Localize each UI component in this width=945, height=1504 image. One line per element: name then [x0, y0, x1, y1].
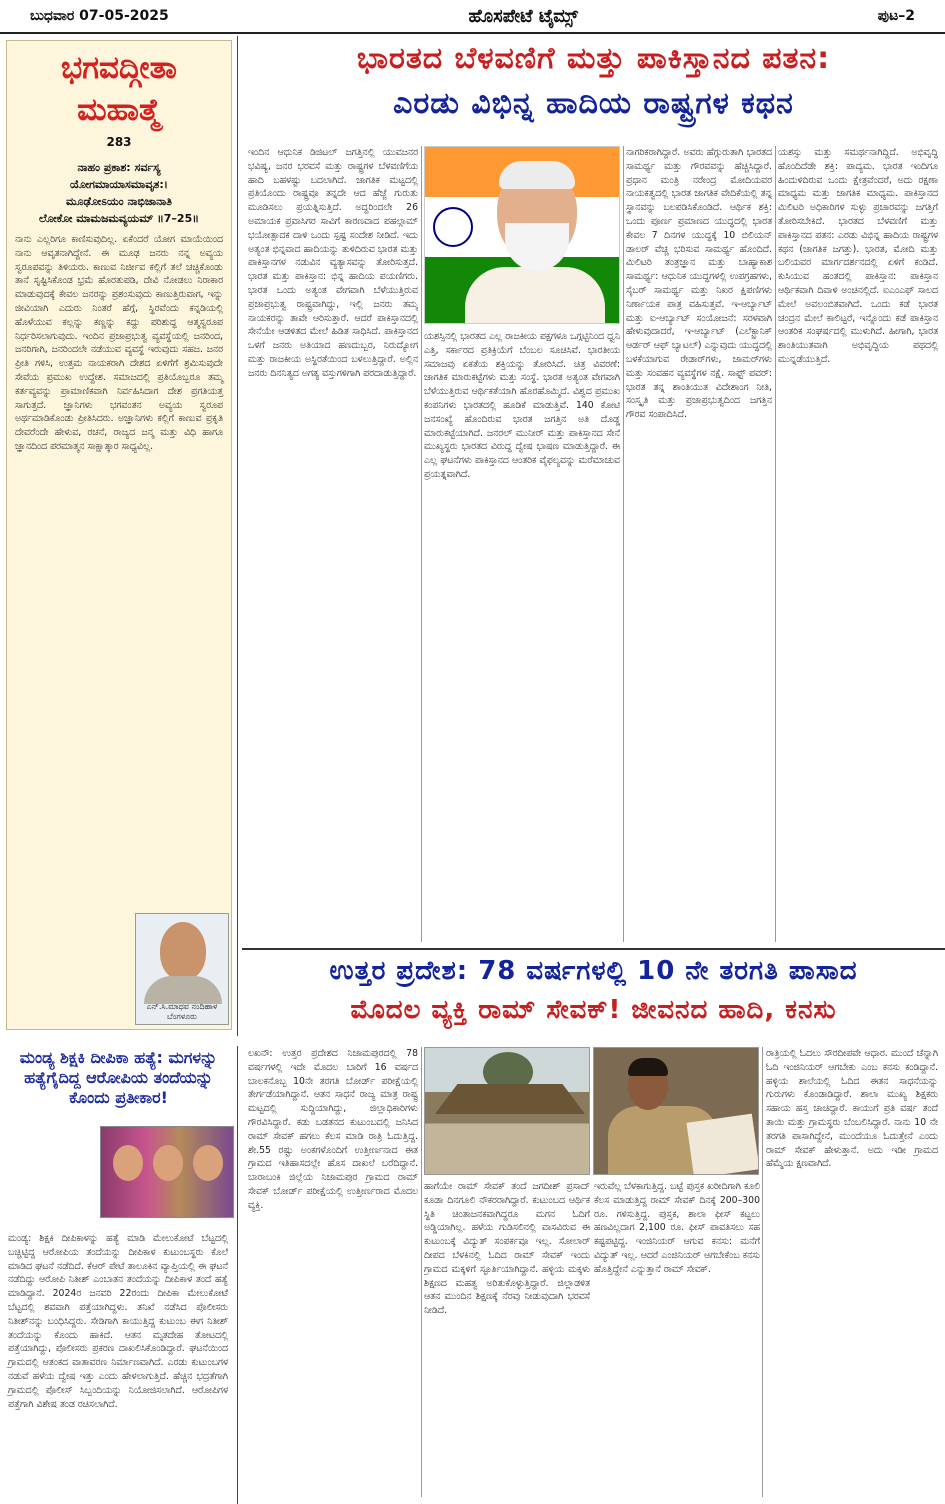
gita-box — [6, 40, 232, 1030]
lead-col-3: ನಾಗರಿಕರಾಗಿದ್ದಾರೆ. ಅವರು ಹೆಗ್ಗುರುತಾಗಿ ಭಾರತದ ಸಾಮರ್ಥ್ಯ ಮತ್ತು ಗೌರವವನ್ನು ಹೆಚ್ಚಿಸಿದ್ದಾರೆ. ಪ್ರಧಾನ ಮಂತ್ರಿ ನರೇಂದ್ರ ಮೋದಿಯವರ ನಾಯಕತ್ವದಲ್ಲಿ ಭಾರತ ಜಾಗತಿಕ ವೇದಿಕೆಯಲ್ಲಿ ತನ್ನ ಸ್ಥಾನವನ್ನು ಬಲಪಡಿಸಿಕೊಂಡಿದೆ. ಆರ್ಥಿಕ ಶಕ್ತಿ: ಒಂದು ಪೂರ್ಣ ಪ್ರಮಾಣದ ಯುದ್ಧದಲ್ಲಿ ಭಾರತ ಕೇವಲ 7 ದಿನಗಳ ಯುದ್ಧಕ್ಕೆ 10 ಬಿಲಿಯನ್ ಡಾಲರ್ ವೆಚ್ಚ ಭರಿಸುವ ಸಾಮರ್ಥ್ಯ ಹೊಂದಿದೆ. ಮಿಲಿಟರಿ ತಂತ್ರಜ್ಞಾನ ಮತ್ತು ಬಾಹ್ಯಾಕಾಶ ಸಾಮರ್ಥ್ಯ: ಆಧುನಿಕ ಯುದ್ಧಗಳಲ್ಲಿ ಉಪಗ್ರಹಗಳು, ಸೈಬರ್ ಸಾಮರ್ಥ್ಯ ಮತ್ತು ನಿಖರ ಕ್ಷಿಪಣಿಗಳು ನಿರ್ಣಾಯಕ ಪಾತ್ರ ವಹಿಸುತ್ತವೆ. ಇ-ಆರ್ಬ್ಯಾಟ್ ಮತ್ತು ಐ-ಆರ್ಬ್ಯಾಟ್ ಸಂಯೋಜನೆ: ಸರಳವಾಗಿ ಹೇಳುವುದಾದರೆ, ಇ-ಆರ್ಬ್ಯಾಟ್ (ಎಲೆಕ್ಟ್ರಾನಿಕ್ ಆರ್ಡರ್ ಆಫ್ ಬ್ಯಾಟಲ್) ಎನ್ನುವುದು ಯುದ್ಧದಲ್ಲಿ ಬಳಕೆಯಾಗುವ ರೇಡಾರ್‌ಗಳು, ಜಾಮರ್‌ಗಳು ಮತ್ತು ಸಂವಹನ ವ್ಯವಸ್ಥೆಗಳ ನಕ್ಷೆ. ಸಾಫ್ಟ್ ಪವರ್: ಭಾರತ ತನ್ನ ಶಾಂತಿಯುತ ವಿದೇಶಾಂಗ ನೀತಿ, ಸಂಸ್ಕೃತಿ ಮತ್ತು ಪ್ರಜಾಪ್ರಭುತ್ವದಿಂದ ಜಗತ್ತಿನ ಗೌರವ ಸಂಪಾದಿಸಿದೆ. — [626, 147, 772, 421]
ram-col-3: ಇರುವೆಲ್ಲ ಬೆಳಕಾಗುತ್ತಿದ್ದ. ಬಟ್ಟೆ ಪುಸ್ತಕ ಖರೀದಿಗಾಗಿ ಕೂಲಿ ಕೆಲಸ ಮಾಡುತ್ತಿದ್ದ ರಾಮ್ ಸೇವಕ್ ದಿನಕ್ಕೆ 200–300 ರೂ. ಗಳಿಸುತ್ತಿದ್ದ. ಪುಸ್ತಕ, ಶಾಲಾ ಫೀಸ್ ಕಟ್ಟಲು ಹಣವಿಲ್ಲದಾಗ 2,100 ರೂ. ಫೀಸ್ ಪಾವತಿಸಲು ಸಹ ಕಷ್ಟಪಟ್ಟಿದ್ದ. ಇಂಜಿನಿಯರ್ ಆಗುವ ಕನಸು: ಮನೆಗೆ ವಿದ್ಯುತ್ ಇಲ್ಲ. ಆದರೆ ಎಂಜಿನಿಯರ್ ಆಗಬೇಕೆಂಬ ಕನಸು ಹೊತ್ತಿದ್ದೇನೆ ಎನ್ನುತ್ತಾನೆ ರಾಮ್ ಸೇವಕ್. — [594, 1181, 760, 1275]
lead-headline: ಭಾರತದ ಬೆಳವಣಿಗೆ ಮತ್ತು ಪಾಕಿಸ್ತಾನದ ಪತನ: ಎರಡು ವಿಭಿನ್ನ ಹಾದಿಯ ರಾಷ್ಟ್ರಗಳ ಕಥನ — [356, 41, 831, 121]
gita-title: ಭಗವದ್ಗೀತಾ ಮಹಾತ್ಮೆ — [61, 50, 177, 128]
author-name: ಎನ್.ಸಿ.ಮಾಧವ ನಂದಿಹಾಳ — [146, 1002, 218, 1011]
page-number: ಪುಟ–2 — [877, 8, 915, 24]
masthead — [0, 0, 945, 34]
ram-col-4: ರಾತ್ರಿಯಲ್ಲಿ ಓದಲು ಸೌರದೀಪವೇ ಆಧಾರ. ಮುಂದೆ ಚೆನ್ನಾಗಿ ಓದಿ ಇಂಜಿನಿಯರ್ ಆಗಬೇಕು ಎಂಬ ಕನಸು ಕಂಡಿದ್ದಾನೆ. ಹಳ್ಳಿಯ ಶಾಲೆಯಲ್ಲಿ ಓದಿದ ಈತನ ಸಾಧನೆಯನ್ನು ಗುರುಗಳು ಕೊಂಡಾಡಿದ್ದಾರೆ. ಶಾಲಾ ಮುಖ್ಯ ಶಿಕ್ಷಕರು ಸಹಾಯ ಹಸ್ತ ಚಾಚಿದ್ದಾರೆ. ಕಾಯುಗೆ ಪ್ರತಿ ವರ್ಷ ತಂದೆ ತಾಯಿ ಮತ್ತು ಗ್ರಾಮಸ್ಥರು ಬೆಂಬಲಿಸಿದ್ದಾರೆ. ನಾನು 10 ನೇ ತರಗತಿ ಪಾಸಾಗಿದ್ದೇನೆ, ಮುಂದೆಯೂ ಓದುತ್ತೇನೆ ಎಂದು ರಾಮ್ ಸೇವಕ್ ಹೇಳುತ್ತಾನೆ. ಅದು ಇಡೀ ಗ್ರಾಮದ ಹೆಮ್ಮೆಯ ಕ್ಷಣವಾಗಿದೆ. — [766, 1048, 938, 1170]
author-photo — [135, 913, 229, 1025]
section-divider — [242, 948, 945, 950]
ram-col-2: ಹಾಗೆಯೇ ರಾಮ್ ಸೇವಕ್ ತಂದೆ ಜಗದೀಶ್ ಪ್ರಸಾದ್ ಕೂಡಾ ದಿನಗೂಲಿ ನೌಕರರಾಗಿದ್ದಾರೆ. ಕುಟುಂಬದ ಆರ್ಥಿಕ ಸ್ಥಿತಿ ಚಿಂತಾಜನಕವಾಗಿದ್ದರೂ ಮಗನ ಓದಿಗೆ ಅಡ್ಡಿಯಾಗಿಲ್ಲ. ಹಳೆಯ ಗುಡಿಸಲಿನಲ್ಲಿ ವಾಸವಿರುವ ಈ ಕುಟುಂಬಕ್ಕೆ ವಿದ್ಯುತ್ ಸಂಪರ್ಕವೂ ಇಲ್ಲ. ಸೋಲಾರ್ ದೀಪದ ಬೆಳಕಿನಲ್ಲಿ ಓದಿದ ರಾಮ್ ಸೇವಕ್ ಇಂದು ಗ್ರಾಮದ ಮಕ್ಕಳಿಗೆ ಸ್ಫೂರ್ತಿಯಾಗಿದ್ದಾನೆ. ಹಳ್ಳಿಯ ಮಕ್ಕಳು ಶಿಕ್ಷಣದ ಮಹತ್ವ ಅರಿತುಕೊಳ್ಳುತ್ತಿದ್ದಾರೆ. ಜಿಲ್ಲಾಡಳಿತ ಆತನ ಮುಂದಿನ ಶಿಕ್ಷಣಕ್ಕೆ ನೆರವು ನೀಡುವುದಾಗಿ ಭರವಸೆ ನೀಡಿದೆ. — [424, 1181, 590, 1317]
ram-col-1: ಲಖನೌ: ಉತ್ತರ ಪ್ರದೇಶದ ನಿಜಾಮಪುರದಲ್ಲಿ 78 ವರ್ಷಗಳಲ್ಲಿ ಇದೇ ಮೊದಲ ಬಾರಿಗೆ 16 ವರ್ಷದ ಬಾಲಕನೊಬ್ಬ 10ನೇ ತರಗತಿ ಬೋರ್ಡ್ ಪರೀಕ್ಷೆಯಲ್ಲಿ ತೇರ್ಗಡೆಯಾಗಿದ್ದಾನೆ. ಆತನ ಸಾಧನೆ ರಾಜ್ಯ ಮಾತ್ರ ರಾಷ್ಟ್ರ ಮಟ್ಟದಲ್ಲಿ ಸುದ್ದಿಯಾಗಿದ್ದು, ಜಿಲ್ಲಾಧಿಕಾರಿಗಳು ಗೌರವಿಸಿದ್ದಾರೆ. ಕಡು ಬಡತನದ ಕುಟುಂಬದಲ್ಲಿ ಜನಿಸಿದ ರಾಮ್ ಸೇವಕ್ ಹಗಲು ಕೆಲಸ ಮಾಡಿ ರಾತ್ರಿ ಓದುತ್ತಿದ್ದ. ಶೇ.55 ರಷ್ಟು ಅಂಕಗಳೊಂದಿಗೆ ಉತ್ತೀರ್ಣನಾದ ಈತ ಗ್ರಾಮದ ಇತಿಹಾಸದಲ್ಲೇ ಹೊಸ ದಾಖಲೆ ಬರೆದಿದ್ದಾನೆ. ಬಾರಾಬಂಕಿ ಜಿಲ್ಲೆಯ ನಿಜಾಮಪುರ ಗ್ರಾಮದ ರಾಮ್ ಸೇವಕ್ ಬೋರ್ಡ್ ಪರೀಕ್ಷೆಯಲ್ಲಿ ಉತ್ತೀರ್ಣರಾದ ಮೊದಲ ವ್ಯಕ್ತಿ. — [248, 1048, 418, 1211]
author-city: ಬೆಂಗಳೂರು — [167, 1012, 197, 1021]
gita-number: 283 — [106, 135, 132, 149]
newspaper-name: ಹೊಸಪೇಟೆ ಟೈಮ್ಸ್ — [468, 5, 578, 27]
ram-sevak-photo — [593, 1047, 759, 1175]
lead-col-2: ಯಶಸ್ಸಿನಲ್ಲಿ ಭಾರತದ ಎಲ್ಲ ರಾಜಕೀಯ ಪಕ್ಷಗಳೂ ಒಗ್ಗಟ್ಟಿನಿಂದ ಧ್ವನಿ ಎತ್ತಿ, ಸರ್ಕಾರದ ಪ್ರತಿಕ್ರಿಯೆಗೆ ಬೆಂಬಲ ಸೂಚಿಸಿವೆ. ಭಾರತೀಯ ಸಮಾಜವು ಏಕತೆಯ ಶಕ್ತಿಯನ್ನು ತೋರಿಸಿದೆ. ಚಿತ್ರ ವಿವರಣೆ: ಜಾಗತಿಕ ಮಾರುಕಟ್ಟೆಗಳು ಮತ್ತು ಸಂಸ್ಥೆ. ಭಾರತ ಅತ್ಯಂತ ವೇಗವಾಗಿ ಬೆಳೆಯುತ್ತಿರುವ ಆರ್ಥಿಕತೆಯಾಗಿ ಹೊರಹೊಮ್ಮಿದೆ. ವಿಶ್ವದ ಪ್ರಮುಖ ಕಂಪನಿಗಳು ಭಾರತದಲ್ಲಿ ಹೂಡಿಕೆ ಮಾಡುತ್ತಿವೆ. 140 ಕೋಟಿ ಜನಸಂಖ್ಯೆ ಹೊಂದಿರುವ ಭಾರತ ಜಗತ್ತಿನ ಅತಿ ದೊಡ್ಡ ಮಾರುಕಟ್ಟೆಯಾಗಿದೆ. ಜನರಲ್ ಮುನೀರ್ ಮತ್ತು ಪಾಕಿಸ್ತಾನದ ಸೇನೆ ಮುಖ್ಯಸ್ಥರು ಭಾರತದ ವಿರುದ್ಧ ದ್ವೇಷ ಭಾಷಣ ಮಾಡುತ್ತಿದ್ದಾರೆ. ಈ ಎಲ್ಲ ಘಟನೆಗಳು ಪಾಕಿಸ್ತಾನದ ಆಂತರಿಕ ವೈಫಲ್ಯವನ್ನು ಮರೆಮಾಚುವ ಪ್ರಯತ್ನವಾಗಿದೆ. — [424, 331, 620, 480]
lead-col-1: ಇಂದಿನ ಆಧುನಿಕ ಡಿಜಿಟಲ್ ಜಗತ್ತಿನಲ್ಲಿ ಯುವಜನರ ಭವಿಷ್ಯ, ಜನರ ಭರವಸೆ ಮತ್ತು ರಾಷ್ಟ್ರಗಳ ಬೆಳವಣಿಗೆಯ ಹಾದಿ ಬಹಳಷ್ಟು ಬದಲಾಗಿದೆ. ಜಾಗತಿಕ ಮಟ್ಟದಲ್ಲಿ ಪ್ರತಿಯೊಂದು ರಾಷ್ಟ್ರವೂ ತನ್ನದೇ ಆದ ಹೆಜ್ಜೆ ಗುರುತು ಮೂಡಿಸಲು ಪ್ರಯತ್ನಿಸುತ್ತಿದೆ. ಅದ್ದರಿಂದಲೇ 26 ಅಮಾಯಕ ಪ್ರವಾಸಿಗರ ಸಾವಿಗೆ ಕಾರಣವಾದ ಪಹಲ್ಗಾಮ್ ಭಯೋತ್ಪಾದಕ ದಾಳಿ ಒಂದು ಸ್ಪಷ್ಟ ಸಂದೇಶ ನೀಡಿದೆ. ಇದು ಅತ್ಯಂತ ಭಿನ್ನವಾದ ಹಾದಿಯನ್ನು ತುಳಿದಿರುವ ಭಾರತ ಮತ್ತು ಪಾಕಿಸ್ತಾನಗಳ ನಡುವಿನ ವ್ಯತ್ಯಾಸವನ್ನು ತೋರಿಸುತ್ತದೆ. ಭಾರತ ಮತ್ತು ಪಾಕಿಸ್ತಾನ: ಭಿನ್ನ ಹಾದಿಯ ಪಯಣಿಗರು. ಭಾರತ ಒಂದು ಅತ್ಯಂತ ವೇಗವಾಗಿ ಬೆಳೆಯುತ್ತಿರುವ ಪ್ರಜಾಪ್ರಭುತ್ವ ರಾಷ್ಟ್ರವಾಗಿದ್ದು, ಇಲ್ಲಿ ಜನರು ತಮ್ಮ ನಾಯಕರನ್ನು ತಾವೇ ಆರಿಸುತ್ತಾರೆ. ಆದರೆ ಪಾಕಿಸ್ತಾನದಲ್ಲಿ ಸೇನೆಯೇ ಆಡಳಿತದ ಮೇಲೆ ಹಿಡಿತ ಸಾಧಿಸಿದೆ. ಪಾಕಿಸ್ತಾನದ ಒಳಗೆ ಜನರು ಅತಿಯಾದ ಹಣದುಬ್ಬರ, ನಿರುದ್ಯೋಗ ಮತ್ತು ರಾಜಕೀಯ ಅಸ್ಥಿರತೆಯಿಂದ ಬಳಲುತ್ತಿದ್ದಾರೆ. ಅಲ್ಲಿನ ಜನರು ದಿನನಿತ್ಯದ ಅಗತ್ಯ ವಸ್ತುಗಳಿಗಾಗಿ ಪರದಾಡುತ್ತಿದ್ದಾರೆ. — [248, 147, 418, 379]
lead-col-4: ಯಶಸ್ಸು ಮತ್ತು ಸಮರ್ಥನಾಗಿದ್ದಿದೆ. ಅಭಿವೃದ್ಧಿ ಹೊಂದಿದೆಡೇ ಶಕ್ತಿ: ಪಾದ್ಯಮ. ಭಾರತ ಇಂದಿಗೂ ಹಿಂದುಳಿದಿರುವ ಒಂದು ಕ್ಷೇತ್ರವೆಂದರೆ, ಅದು ರಕ್ಷಣಾ ಮಾಧ್ಯಮ ಮತ್ತು ಜಾಗತಿಕ ಮಾಧ್ಯಮ. ಪಾಕಿಸ್ತಾನದ ಮಿಲಿಟರಿ ಅಧಿಕಾರಿಗಳ ಸುಳ್ಳು ಪ್ರಚಾರವನ್ನು ಜಗತ್ತಿಗೆ ತೋರಿಸಬೇಕಿದೆ. ಭಾರತದ ಬೆಳವಣಿಗೆ ಮತ್ತು ಪಾಕಿಸ್ತಾನದ ಪತನ: ಎರಡು ವಿಭಿನ್ನ ಹಾದಿಯ ರಾಷ್ಟ್ರಗಳ ಕಥನ (ಜಾಗತಿಕ ಜಗತ್ತು). ಭಾರತ, ಮೋದಿ ಮತ್ತು ಬಲಿಯವರ ಮಾರ್ಗದರ್ಶನದಲ್ಲಿ ಏಳಿಗೆ ಕಂಡಿದೆ. ಕುಸಿಯುವ ಹಂತದಲ್ಲಿ ಪಾಕಿಸ್ತಾನ: ಪಾಕಿಸ್ತಾನ ಆರ್ಥಿಕವಾಗಿ ದಿವಾಳಿ ಅಂಚಿನಲ್ಲಿದೆ. ಐಎಂಎಫ್ ಸಾಲದ ಮೇಲೆ ಅವಲಂಬಿತವಾಗಿದೆ. ಒಂದು ಕಡೆ ಭಾರತ ಚಂದ್ರನ ಮೇಲೆ ಕಾಲಿಟ್ಟರೆ, ಇನ್ನೊಂದು ಕಡೆ ಪಾಕಿಸ್ತಾನ ಆಂತರಿಕ ಸಂಘರ್ಷದಲ್ಲಿ ಮುಳುಗಿದೆ. ಹೀಗಾಗಿ, ಭಾರತ ಶಾಂತಿಯುತವಾಗಿ ಅಭಿವೃದ್ಧಿಯ ಪಥದಲ್ಲಿ ಮುನ್ನಡೆಯುತ್ತಿದೆ. — [778, 147, 938, 365]
village-photo — [424, 1047, 590, 1175]
shloka: ನಾಹಂ ಪ್ರಕಾಶ: ಸರ್ವಸ್ಯ ಯೋಗಮಾಯಾಸಮಾವೃತ:। ಮೂಢೋಽಯಂ ನಾಭಿಜಾನಾತಿ ಲೋಕೋ ಮಾಮಜಮವ್ಯಯಮ್ ॥7–25॥ — [39, 161, 199, 225]
victim-photo — [100, 1126, 234, 1218]
gita-column — [0, 36, 238, 1036]
gita-body: ನಾನು ಎಲ್ಲರಿಗೂ ಕಾಣಿಸುವುದಿಲ್ಲ. ಏಕೆಂದರೆ ಯೋಗ ಮಾಯೆಯಿಂದ ನಾನು ಆವೃತನಾಗಿದ್ದೇನೆ. ಈ ಮೂಢ ಜನರು ನನ್ನ ಅವ್ಯಯ ಸ್ವರೂಪವನ್ನು ತಿಳಿಯರು. ಕಾಣುವ ನಿರ್ಜೀವ ಕಲ್ಲಿಗೆ ತಲೆ ಚಚ್ಚಿಕೊಂಡು ತಾನೆ ಸೃಷ್ಟಿಸಿಕೊಂಡ ಭ್ರಮೆ ಹೊರತುಪಡಿ, ದೇವಿ ನೋಡಲು ನಿರಾಕಾರ ಮಾಡುವುದಕ್ಕೆ ಕೇವಲ ಜನರನ್ನು ಪ್ರಶಂಸುವುದು ಕಾಣುತ್ತಿರುವಾಗ, ಇನ್ನು ಜೀವಿಯಾಗಿ ಎದುರು ನಿಂತರೆ ಹೆಗ್ಗೆ, ಸ್ಥಿರವೆಂದು ಕನ್ನಡಿಯಲ್ಲಿ ಹೊಳೆಯುವ ಕಲ್ಲನ್ನು ಕಣ್ಣನ್ನು ಕದ್ದು ಪರಿಶುದ್ಧ ಆತ್ಮಸ್ವರೂಪ ನಿರ್ಧರಿಸಲಾಗುವುದು. ಇಂದಿನ ಪ್ರಜಾಪ್ರಭುತ್ವ ವ್ಯವಸ್ಥೆಯಲ್ಲಿ ಜನರಿಂದ, ಜನರಿಗಾಗಿ, ಜನರಿಂದಲೇ ನಡೆಯುವ ವ್ಯವಸ್ಥೆ ಇರುವುದು ಸಹಜ. ಜನರ ಪ್ರೀತಿ ಗಳಿಸಿ, ಉತ್ತಮ ನಾಯಕರಾಗಿ ದೇಶದ ಏಳಿಗೆಗೆ ಶ್ರಮಿಸುವುದೇ ಸೇವೆಯ ಪ್ರಮುಖ ಉದ್ದೇಶ. ಸಮಾಜದಲ್ಲಿ ಪ್ರತಿಯೊಬ್ಬರೂ ತಮ್ಮ ಕರ್ತವ್ಯವನ್ನು ಪ್ರಾಮಾಣಿಕವಾಗಿ ನಿರ್ವಹಿಸಿದಾಗ ದೇಶ ಪ್ರಗತಿಯತ್ತ ಸಾಗುತ್ತದೆ. ಜ್ಞಾನಿಗಳು ಭಗವಂತನ ಅವ್ಯಯ ಸ್ವರೂಪ ಅರ್ಥಮಾಡಿಕೊಂಡು ಪ್ರೀತಿಸಿದರು. ಅಜ್ಞಾನಿಗಳು ಕಲ್ಲಿಗೆ ಕಾಣುವ ಪ್ರಕೃತಿ ದೇವರೆಂದೇ ಹೇಳುವ, ರಚನೆ, ರಾಜ್ಯದ ಜನ್ಮ ಮತ್ತು ವಿಧಿ ಹಾಗೂ ಜ್ಞಾನದಿಂದ ಪರಮಾತ್ಮನ ಸಾಕ್ಷಾತ್ಕಾರ ಸಾಧ್ಯವಿಲ್ಲ. — [15, 234, 223, 452]
mandya-story — [0, 1046, 238, 1504]
ram-sevak-headline: ಉತ್ತರ ಪ್ರದೇಶ: 78 ವರ್ಷಗಳಲ್ಲಿ 10 ನೇ ತರಗತಿ ಪಾಸಾದ ಮೊದಲ ವ್ಯಕ್ತಿ ರಾಮ್ ಸೇವಕ್! ಜೀವನದ ಹಾದಿ, ಕನಸು — [329, 956, 858, 1025]
mandya-headline: ಮಂಡ್ಯ ಶಿಕ್ಷಕಿ ದೀಪಿಕಾ ಹತ್ಯೆ: ಮಗಳನ್ನು ಹತ್ಯೆಗೈದಿದ್ದ ಆರೋಪಿಯ ತಂದೆಯನ್ನು ಕೊಂದು ಪ್ರತೀಕಾರ! — [19, 1048, 218, 1107]
mandya-body-top — [0, 1126, 100, 1226]
pm-photo — [424, 146, 620, 324]
mandya-body: ಮಂಡ್ಯ: ಶಿಕ್ಷಕಿ ದೀಪಿಕಾಳನ್ನು ಹತ್ಯೆ ಮಾಡಿ ಮೇಲುಕೋಟೆ ಬೆಟ್ಟದಲ್ಲಿ ಬಚ್ಚಿಟ್ಟಿದ್ದ ಆರೋಪಿಯ ತಂದೆಯನ್ನು ದೀಪಿಕಾಳ ಕುಟುಂಬಸ್ಥರು ಕೊಲೆ ಮಾಡಿದ ಘಟನೆ ನಡೆದಿದೆ. ಕೆಆರ್ ಪೇಟೆ ತಾಲೂಕಿನ ವ್ಯಾಪ್ತಿಯಲ್ಲಿ ಈ ಘಟನೆ ನಡೆದಿದ್ದು ಆರೋಪಿ ನಿತೀಶ್ ಎಂಬಾತನ ತಂದೆಯನ್ನು ದೀಪಿಕಾಳ ತಂದೆ ಹತ್ಯೆ ಮಾಡಿದ್ದಾನೆ. 2024ರ ಜನವರಿ 22ರಂದು ದೀಪಿಕಾ ಮೇಲುಕೋಟೆ ಬೆಟ್ಟದಲ್ಲಿ ಶವವಾಗಿ ಪತ್ತೆಯಾಗಿದ್ದಳು. ತನಿಖೆ ನಡೆಸಿದ ಪೊಲೀಸರು ನಿತೀಶ್‌ನನ್ನು ಬಂಧಿಸಿದ್ದರು. ಸೇಡಿಗಾಗಿ ಕಾಯುತ್ತಿದ್ದ ಕುಟುಂಬ ಈಗ ನಿತೀಶ್ ತಂದೆಯನ್ನು ಕೊಂದು ಹಾಕಿದೆ. ಆತನ ಮೃತದೇಹ ತೋಟದಲ್ಲಿ ಪತ್ತೆಯಾಗಿದ್ದು, ಪೊಲೀಸರು ಪ್ರಕರಣ ದಾಖಲಿಸಿಕೊಂಡಿದ್ದಾರೆ. ಘಟನೆಯಿಂದ ಗ್ರಾಮದಲ್ಲಿ ಆತಂಕದ ವಾತಾವರಣ ನಿರ್ಮಾಣವಾಗಿದೆ. ಎರಡು ಕುಟುಂಬಗಳ ನಡುವೆ ಹಳೆಯ ದ್ವೇಷ ಇತ್ತು ಎಂದು ಹೇಳಲಾಗುತ್ತಿದೆ. ಹೆಚ್ಚಿನ ಭದ್ರತೆಗಾಗಿ ಗ್ರಾಮದಲ್ಲಿ ಪೊಲೀಸ್ ಸಿಬ್ಬಂದಿಯನ್ನು ನಿಯೋಜಿಸಲಾಗಿದೆ. ಆರೋಪಿಗಳ ಪತ್ತೆಗಾಗಿ ವಿಶೇಷ ತಂಡ ರಚಿಸಲಾಗಿದೆ. — [8, 1233, 228, 1410]
issue-date: ಬುಧವಾರ 07-05-2025 — [30, 8, 169, 24]
